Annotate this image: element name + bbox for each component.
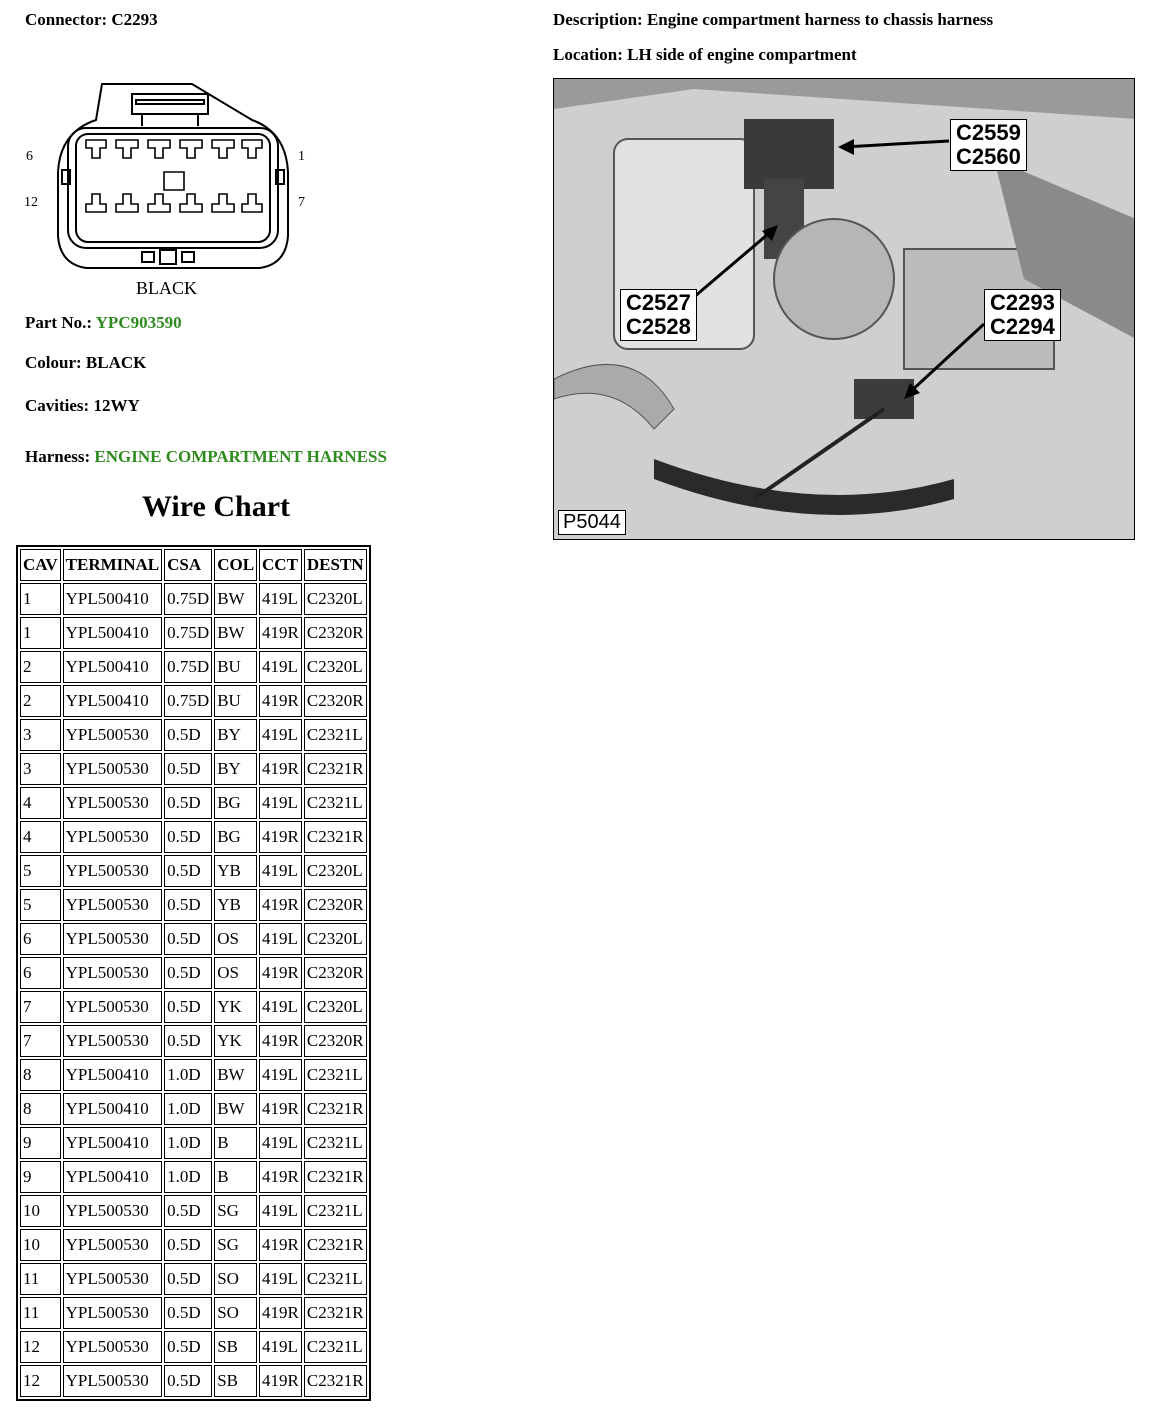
cell-csa: 0.5D: [164, 1263, 212, 1295]
cell-cav: 11: [20, 1263, 61, 1295]
table-row: [20, 889, 367, 921]
cell-cct: 419L: [259, 787, 302, 819]
description-label: Description:: [553, 10, 643, 29]
cell-cct: 419L: [259, 651, 302, 683]
cell-csa: 0.5D: [164, 991, 212, 1023]
cell-col: BW: [214, 1093, 257, 1125]
cell-col: BW: [214, 617, 257, 649]
colour-line: [25, 353, 146, 373]
cell-cav: 10: [20, 1195, 61, 1227]
table-row: [20, 1127, 367, 1159]
location-label: Location:: [553, 45, 623, 64]
cell-cav: 4: [20, 787, 61, 819]
cell-cct: 419R: [259, 1025, 302, 1057]
cell-destn: C2321L: [304, 1059, 367, 1091]
cell-csa: 0.5D: [164, 1365, 212, 1397]
cell-terminal: YPL500530: [63, 719, 163, 751]
cell-terminal: YPL500530: [63, 923, 163, 955]
table-row: [20, 787, 367, 819]
table-row: [20, 685, 367, 717]
cell-csa: 1.0D: [164, 1161, 212, 1193]
part-number-value: YPC903590: [95, 313, 182, 332]
cell-terminal: YPL500530: [63, 957, 163, 989]
cell-terminal: YPL500410: [63, 617, 163, 649]
table-row: [20, 651, 367, 683]
column-header-cct: CCT: [259, 549, 302, 581]
cell-col: OS: [214, 923, 257, 955]
cell-csa: 0.5D: [164, 753, 212, 785]
cell-csa: 0.5D: [164, 957, 212, 989]
cell-cct: 419L: [259, 1127, 302, 1159]
cell-col: SB: [214, 1331, 257, 1363]
colour-label: Colour:: [25, 353, 82, 372]
cell-destn: C2321R: [304, 1161, 367, 1193]
cell-col: SO: [214, 1297, 257, 1329]
table-row: [20, 821, 367, 853]
column-header-cav: CAV: [20, 549, 61, 581]
cell-col: OS: [214, 957, 257, 989]
cell-cct: 419L: [259, 583, 302, 615]
cell-cav: 12: [20, 1365, 61, 1397]
cell-col: BG: [214, 821, 257, 853]
connector-id: C2293: [111, 10, 158, 29]
cell-cav: 7: [20, 991, 61, 1023]
cell-terminal: YPL500530: [63, 787, 163, 819]
cell-csa: 0.5D: [164, 1331, 212, 1363]
cell-terminal: YPL500530: [63, 1229, 163, 1261]
cell-cav: 3: [20, 719, 61, 751]
pin-label-1: 1: [298, 149, 305, 164]
part-number-label: Part No.:: [25, 313, 93, 332]
cell-csa: 1.0D: [164, 1127, 212, 1159]
callout-c2559-c2560: [950, 119, 1027, 171]
cell-cav: 1: [20, 617, 61, 649]
cell-cct: 419R: [259, 1297, 302, 1329]
cell-destn: C2320R: [304, 617, 367, 649]
location-photo: [553, 78, 1135, 540]
cell-cav: 12: [20, 1331, 61, 1363]
cell-cct: 419L: [259, 1331, 302, 1363]
cell-csa: 1.0D: [164, 1059, 212, 1091]
pin-label-7: 7: [298, 195, 305, 210]
cell-destn: C2321R: [304, 821, 367, 853]
cell-terminal: YPL500530: [63, 821, 163, 853]
cell-terminal: YPL500530: [63, 1263, 163, 1295]
harness-line: [25, 447, 387, 467]
table-row: [20, 1195, 367, 1227]
cell-col: BU: [214, 685, 257, 717]
cell-cav: 9: [20, 1127, 61, 1159]
cell-cct: 419R: [259, 1365, 302, 1397]
table-row: [20, 855, 367, 887]
cavities-line: [25, 396, 140, 416]
table-row: [20, 991, 367, 1023]
cell-destn: C2320R: [304, 1025, 367, 1057]
cell-cct: 419L: [259, 1059, 302, 1091]
column-header-destn: DESTN: [304, 549, 367, 581]
cell-terminal: YPL500410: [63, 1161, 163, 1193]
colour-value: BLACK: [85, 353, 147, 372]
harness-value: ENGINE COMPARTMENT HARNESS: [94, 447, 387, 466]
cell-terminal: YPL500530: [63, 1365, 163, 1397]
cell-cct: 419L: [259, 1195, 302, 1227]
location-value: LH side of engine compartment: [627, 45, 857, 64]
cavities-value: 12WY: [93, 396, 140, 415]
cell-cct: 419R: [259, 617, 302, 649]
table-row: [20, 1331, 367, 1363]
cell-terminal: YPL500410: [63, 685, 163, 717]
cell-terminal: YPL500410: [63, 1127, 163, 1159]
cell-col: SG: [214, 1229, 257, 1261]
pin-label-12: 12: [24, 195, 38, 210]
cell-col: SG: [214, 1195, 257, 1227]
cell-cct: 419L: [259, 991, 302, 1023]
description-line: [553, 10, 993, 30]
cell-cav: 9: [20, 1161, 61, 1193]
cell-terminal: YPL500530: [63, 753, 163, 785]
table-row: [20, 1297, 367, 1329]
wire-chart-rows: [20, 583, 367, 1397]
cell-destn: C2321L: [304, 719, 367, 751]
cell-terminal: YPL500410: [63, 651, 163, 683]
wire-chart-table: [16, 545, 371, 1401]
cell-terminal: YPL500530: [63, 1025, 163, 1057]
cell-cav: 11: [20, 1297, 61, 1329]
cell-cct: 419R: [259, 1161, 302, 1193]
cell-terminal: YPL500530: [63, 855, 163, 887]
cell-destn: C2320R: [304, 957, 367, 989]
cell-destn: C2321R: [304, 753, 367, 785]
cell-csa: 0.5D: [164, 821, 212, 853]
cell-destn: C2321L: [304, 1331, 367, 1363]
cell-cct: 419L: [259, 855, 302, 887]
cell-destn: C2321L: [304, 787, 367, 819]
cell-col: YK: [214, 991, 257, 1023]
table-row: [20, 1365, 367, 1397]
cell-destn: C2321L: [304, 1127, 367, 1159]
cell-col: B: [214, 1127, 257, 1159]
connector-heading: [25, 10, 158, 30]
cell-cct: 419L: [259, 719, 302, 751]
cell-destn: C2321L: [304, 1263, 367, 1295]
cell-csa: 0.5D: [164, 1297, 212, 1329]
cell-terminal: YPL500530: [63, 1331, 163, 1363]
cell-csa: 1.0D: [164, 1093, 212, 1125]
cell-csa: 0.5D: [164, 855, 212, 887]
cell-col: BY: [214, 719, 257, 751]
cell-destn: C2320L: [304, 991, 367, 1023]
table-row: [20, 1263, 367, 1295]
cell-cav: 2: [20, 651, 61, 683]
location-line: [553, 45, 857, 65]
cell-destn: C2321L: [304, 1195, 367, 1227]
callout-label: C2293: [990, 290, 1055, 315]
callout-label: C2559: [956, 120, 1021, 145]
cell-col: BW: [214, 583, 257, 615]
cell-col: YB: [214, 889, 257, 921]
cell-cct: 419R: [259, 821, 302, 853]
cell-terminal: YPL500530: [63, 1195, 163, 1227]
cell-terminal: YPL500530: [63, 991, 163, 1023]
cell-csa: 0.75D: [164, 651, 212, 683]
callout-label: C2528: [626, 314, 691, 339]
column-header-terminal: TERMINAL: [63, 549, 163, 581]
cell-destn: C2320R: [304, 685, 367, 717]
cell-cct: 419L: [259, 923, 302, 955]
cavities-label: Cavities:: [25, 396, 90, 415]
table-row: [20, 1229, 367, 1261]
cell-terminal: YPL500410: [63, 1059, 163, 1091]
cell-cav: 6: [20, 957, 61, 989]
cell-terminal: YPL500530: [63, 1297, 163, 1329]
callout-c2293-c2294: [984, 289, 1061, 341]
cell-destn: C2320L: [304, 855, 367, 887]
cell-cav: 7: [20, 1025, 61, 1057]
cell-destn: C2321R: [304, 1297, 367, 1329]
cell-cav: 5: [20, 889, 61, 921]
cell-col: SO: [214, 1263, 257, 1295]
cell-csa: 0.5D: [164, 889, 212, 921]
table-row: [20, 923, 367, 955]
cell-cav: 3: [20, 753, 61, 785]
cell-destn: C2320L: [304, 583, 367, 615]
cell-col: BG: [214, 787, 257, 819]
cell-cav: 10: [20, 1229, 61, 1261]
cell-cct: 419R: [259, 957, 302, 989]
cell-csa: 0.5D: [164, 1025, 212, 1057]
table-row: [20, 753, 367, 785]
cell-csa: 0.5D: [164, 787, 212, 819]
cell-col: B: [214, 1161, 257, 1193]
cell-csa: 0.5D: [164, 1229, 212, 1261]
cell-cav: 4: [20, 821, 61, 853]
connector-face-diagram: [24, 76, 324, 300]
cell-csa: 0.75D: [164, 685, 212, 717]
cell-cav: 8: [20, 1093, 61, 1125]
callout-label: C2294: [990, 314, 1055, 339]
wire-chart-title: Wire Chart: [141, 490, 291, 523]
part-number-line: [25, 313, 182, 333]
cell-cct: 419R: [259, 1229, 302, 1261]
cell-destn: C2320L: [304, 923, 367, 955]
cell-destn: C2321R: [304, 1365, 367, 1397]
table-row: [20, 1161, 367, 1193]
cell-col: YB: [214, 855, 257, 887]
cell-col: BY: [214, 753, 257, 785]
table-row: [20, 1093, 367, 1125]
column-header-col: COL: [214, 549, 257, 581]
callout-label: C2527: [626, 290, 691, 315]
cell-csa: 0.5D: [164, 1195, 212, 1227]
cell-cct: 419R: [259, 753, 302, 785]
cell-cav: 5: [20, 855, 61, 887]
cell-destn: C2321R: [304, 1229, 367, 1261]
cell-cct: 419R: [259, 889, 302, 921]
cell-cav: 8: [20, 1059, 61, 1091]
cell-col: SB: [214, 1365, 257, 1397]
callout-c2527-c2528: [620, 289, 697, 341]
diagram-caption: BLACK: [136, 278, 198, 298]
cell-csa: 0.75D: [164, 583, 212, 615]
cell-terminal: YPL500410: [63, 583, 163, 615]
table-row: [20, 719, 367, 751]
table-row: [20, 1059, 367, 1091]
cell-csa: 0.5D: [164, 719, 212, 751]
photo-id-tag: P5044: [558, 510, 626, 535]
cell-cav: 1: [20, 583, 61, 615]
table-row: [20, 617, 367, 649]
cell-destn: C2320L: [304, 651, 367, 683]
cell-cct: 419L: [259, 1263, 302, 1295]
table-row: [20, 583, 367, 615]
cell-terminal: YPL500530: [63, 889, 163, 921]
cell-col: BU: [214, 651, 257, 683]
cell-csa: 0.5D: [164, 923, 212, 955]
table-row: [20, 957, 367, 989]
cell-cct: 419R: [259, 685, 302, 717]
table-header-row: [20, 549, 367, 581]
description-value: Engine compartment harness to chassis harness: [646, 10, 994, 29]
cell-col: YK: [214, 1025, 257, 1057]
cell-cav: 6: [20, 923, 61, 955]
harness-label: Harness:: [25, 447, 91, 466]
cell-cav: 2: [20, 685, 61, 717]
cell-terminal: YPL500410: [63, 1093, 163, 1125]
cell-csa: 0.75D: [164, 617, 212, 649]
cell-destn: C2320R: [304, 889, 367, 921]
cell-cct: 419R: [259, 1093, 302, 1125]
cell-col: BW: [214, 1059, 257, 1091]
cell-destn: C2321R: [304, 1093, 367, 1125]
callout-label: C2560: [956, 144, 1021, 169]
pin-label-6: 6: [26, 149, 33, 164]
connector-label: Connector:: [25, 10, 108, 29]
table-row: [20, 1025, 367, 1057]
column-header-csa: CSA: [164, 549, 212, 581]
